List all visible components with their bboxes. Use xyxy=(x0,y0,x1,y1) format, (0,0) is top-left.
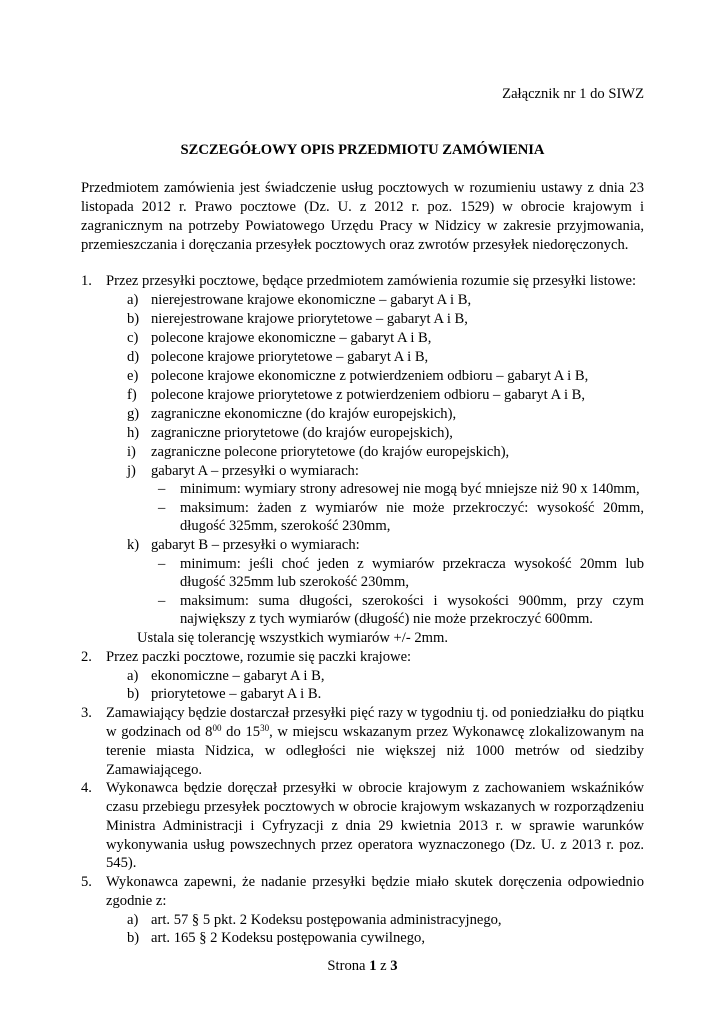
list-item-text: Zamawiający będzie dostarczał przesyłki pięć razy w tygodniu tj. od poniedziałku do piątku xyxy=(106,705,644,721)
sub-marker: b) xyxy=(127,311,140,327)
list-item-text: Wykonawca zapewni, że nadanie przesyłki będzie miało skutek doręczenia odpowiednio xyxy=(106,874,644,890)
sub-item-text: gabaryt B – przesyłki o wymiarach: xyxy=(151,537,360,553)
sub-item-text: ekonomiczne – gabaryt A i B, xyxy=(151,668,325,684)
list-item-text: w godzinach od $8^{00}$ do $15^{30}$, w miejscu wskazanym przez Wykonawcę zlokalizowanym na xyxy=(106,723,644,740)
page-title: SZCZEGÓŁOWY OPIS PRZEDMIOTU ZAMÓWIENIA xyxy=(180,142,545,158)
list-item-text: Przez paczki pocztowe, rozumie się paczki krajowe: xyxy=(106,649,412,665)
sub-marker: a) xyxy=(127,668,139,684)
sub-marker: h) xyxy=(127,425,140,441)
dash-item-text: maksimum: suma długości, szerokości i wysokości 900mm, przy czym xyxy=(180,593,644,609)
dash-item-text: długość 325mm lub szerokość 230mm, xyxy=(180,574,410,590)
sub-marker: c) xyxy=(127,330,139,346)
dash-item-text: minimum: jeśli choć jeden z wymiarów przekracza wysokość 20mm lub xyxy=(180,556,644,572)
sub-marker: j) xyxy=(127,463,136,479)
dash-item-text: długość 325mm, szerokość 230mm, xyxy=(180,518,391,534)
sub-marker: f) xyxy=(127,387,137,403)
sub-item-text: art. 165 § 2 Kodeksu postępowania cywilnego, xyxy=(151,930,425,946)
sub-item-text: polecone krajowe priorytetowe – gabaryt A i B, xyxy=(151,349,429,365)
sub-item-text: nierejestrowane krajowe priorytetowe – gabaryt A i B, xyxy=(151,311,468,327)
dash-marker: – xyxy=(158,500,166,516)
sub-marker: a) xyxy=(127,292,139,308)
list-number: 1. xyxy=(81,273,92,289)
attachment-label: Załącznik nr 1 do SIWZ xyxy=(502,86,644,102)
sub-marker: g) xyxy=(127,406,140,422)
sub-item-text: polecone krajowe ekonomiczne z potwierdzeniem odbioru – gabaryt A i B, xyxy=(151,368,589,384)
sub-item-text: nierejestrowane krajowe ekonomiczne – gabaryt A i B, xyxy=(151,292,472,308)
list-item-text: Przez przesyłki pocztowe, będące przedmiotem zamówienia rozumie się przesyłki listowe: xyxy=(106,273,637,289)
list-number: 4. xyxy=(81,780,92,796)
dash-marker: – xyxy=(158,556,166,572)
intro-line: listopada 2012 r. Prawo pocztowe (Dz. U. z 2012 r. poz. 1529) w obrocie krajowym i xyxy=(81,199,644,215)
intro-line: Przedmiotem zamówienia jest świadczenie usług pocztowych w rozumieniu ustawy z dnia 23 xyxy=(81,180,644,196)
list-item-text: terenie miasta Nidzica, w odległości nie większej niż 1000 metrów od siedziby xyxy=(106,743,644,759)
intro-line: zagranicznym na potrzeby Powiatowego Urzędu Pracy w Nidzicy w zakresie przyjmowania, xyxy=(81,218,644,234)
list-item-text: 545). xyxy=(106,855,137,871)
list-item-text: Wykonawca będzie doręczał przesyłki w obrocie krajowym z zachowaniem wskaźników xyxy=(106,780,644,796)
intro-line: przemieszczania i doręczania przesyłek pocztowych oraz zwrotów przesyłek niedoręczonych. xyxy=(81,237,629,253)
list-item-text: wykonywania usług powszechnych przez operatora wyznaczonego (Dz. U. z 2013 r. poz. xyxy=(106,837,644,853)
list-item-text: czasu przebiegu przesyłek pocztowych w obrocie krajowym wskazanych w rozporządzeniu xyxy=(106,799,644,815)
sub-marker: b) xyxy=(127,686,140,702)
sub-item-text: art. 57 § 5 pkt. 2 Kodeksu postępowania administracyjnego, xyxy=(151,912,502,928)
list-item-text: Zamawiającego. xyxy=(106,762,203,778)
sub-marker: k) xyxy=(127,537,140,553)
list-item-text: zgodnie z: xyxy=(106,893,167,909)
sub-item-text: zagraniczne polecone priorytetowe (do krajów europejskich), xyxy=(151,444,510,460)
list-item-text: Ministra Administracji i Cyfryzacji z dnia 29 kwietnia 2013 r. w sprawie warunków xyxy=(106,818,644,834)
sub-item-text: gabaryt A – przesyłki o wymiarach: xyxy=(151,463,359,479)
dash-marker: – xyxy=(158,481,166,497)
sub-marker: d) xyxy=(127,349,140,365)
dash-marker: – xyxy=(158,593,166,609)
sub-item-text: priorytetowe – gabaryt A i B. xyxy=(151,686,322,702)
dash-item-text: największy z tych wymiarów (długość) nie może przekroczyć 600mm. xyxy=(180,611,593,627)
sub-marker: b) xyxy=(127,930,140,946)
sub-marker: i) xyxy=(127,444,136,460)
list-number: 5. xyxy=(81,874,92,890)
dash-item-text: maksimum: żaden z wymiarów nie może przekroczyć: wysokość 20mm, xyxy=(180,500,644,516)
sub-item-text: polecone krajowe ekonomiczne – gabaryt A i B, xyxy=(151,330,432,346)
sub-item-text: zagraniczne ekonomiczne (do krajów europejskich), xyxy=(151,406,457,422)
sub-marker: a) xyxy=(127,912,139,928)
dash-item-text: minimum: wymiary strony adresowej nie mogą być mniejsze niż 90 x 140mm, xyxy=(180,481,640,497)
list-number: 2. xyxy=(81,649,92,665)
page-footer: Strona 1 z 3 xyxy=(327,958,398,974)
sub-marker: e) xyxy=(127,368,139,384)
tolerance-note: Ustala się tolerancję wszystkich wymiarów +/- 2mm. xyxy=(137,630,448,646)
sub-item-text: polecone krajowe priorytetowe z potwierdzeniem odbioru – gabaryt A i B, xyxy=(151,387,586,403)
list-number: 3. xyxy=(81,705,92,721)
sub-item-text: zagraniczne priorytetowe (do krajów europejskich), xyxy=(151,425,453,441)
